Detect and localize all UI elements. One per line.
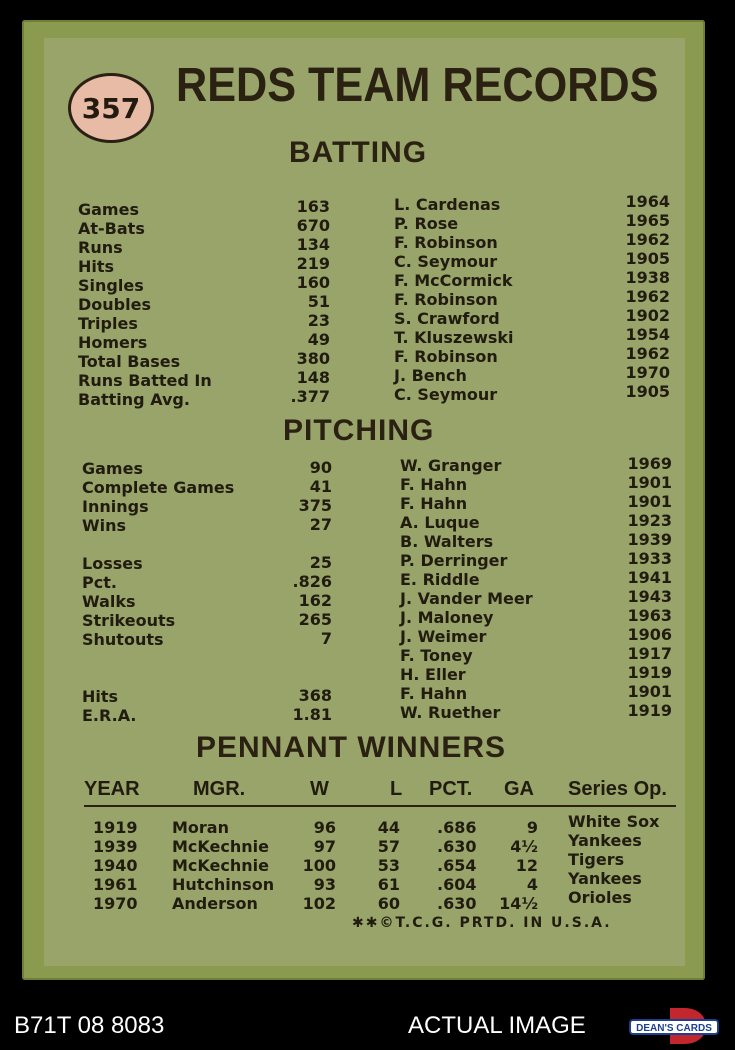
logo-text: DEAN'S CARDS	[636, 1023, 712, 1034]
pennant-mgr: McKechnie	[172, 856, 269, 875]
pennant-column-header: L	[390, 778, 403, 800]
pitching-year: 1906	[627, 625, 672, 644]
pitching-record-value: 265	[298, 610, 332, 629]
card-number: 357	[81, 91, 141, 125]
pennant-l: 61	[377, 875, 400, 894]
pitching-category: E.R.A.	[82, 706, 137, 725]
batting-record-value: 670	[296, 216, 330, 235]
pitching-player: W. Granger	[400, 456, 502, 475]
batting-category: Homers	[78, 333, 148, 352]
pennant-l: 57	[377, 837, 400, 856]
pitching-player: F. Hahn	[400, 475, 468, 494]
pitching-record-value: 27	[309, 515, 332, 534]
pitching-category: Shutouts	[82, 630, 164, 649]
pitching-heading: PITCHING	[283, 414, 435, 447]
pitching-player: J. Vander Meer	[400, 589, 533, 608]
pitching-category: Walks	[82, 592, 136, 611]
batting-player: C. Seymour	[394, 385, 498, 404]
pennant-ga: 4½	[510, 837, 538, 856]
pitching-player: F. Toney	[400, 646, 473, 665]
batting-record-value: .377	[290, 387, 330, 406]
pennant-row	[0, 831, 735, 856]
pennant-pct: .630	[437, 894, 477, 913]
pitching-player: J. Maloney	[400, 608, 494, 627]
batting-category: Triples	[78, 314, 138, 333]
pennant-year: 1919	[93, 818, 138, 837]
batting-year: 1902	[625, 306, 670, 325]
pennant-pct: .604	[437, 875, 477, 894]
pennant-mgr: Moran	[172, 818, 229, 837]
pennant-l: 53	[377, 856, 400, 875]
pitching-player: F. Hahn	[400, 684, 468, 703]
batting-category: Games	[78, 200, 139, 219]
caption-right: ACTUAL IMAGE	[408, 1012, 586, 1039]
pennant-mgr: McKechnie	[172, 837, 269, 856]
batting-player: P. Rose	[394, 214, 459, 233]
pitching-year: 1917	[627, 644, 672, 663]
pennant-w: 96	[313, 818, 336, 837]
pennant-column-header: MGR.	[193, 778, 246, 800]
pennant-ga: 14½	[499, 894, 538, 913]
batting-player: C. Seymour	[394, 252, 498, 271]
batting-record-value: 49	[307, 330, 330, 349]
pitching-year: 1919	[627, 663, 672, 682]
pitching-year: 1969	[627, 454, 672, 473]
pitching-player: B. Walters	[400, 532, 494, 551]
batting-category: Doubles	[78, 295, 151, 314]
batting-category: Total Bases	[78, 352, 181, 371]
batting-player: S. Crawford	[394, 309, 500, 328]
print-line: ✱✱©T.C.G. PRTD. IN U.S.A.	[352, 915, 612, 931]
pennant-column-header: W	[310, 778, 329, 800]
batting-year: 1962	[625, 344, 670, 363]
pennant-ga: 12	[515, 856, 538, 875]
batting-record-value: 219	[296, 254, 330, 273]
pitching-record-value: 7	[320, 629, 332, 648]
pitching-year: 1901	[627, 473, 672, 492]
pitching-player: J. Weimer	[400, 627, 487, 646]
batting-year: 1970	[625, 363, 670, 382]
pitching-category: Games	[82, 459, 143, 478]
batting-player: F. Robinson	[394, 347, 498, 366]
pennant-l: 60	[377, 894, 400, 913]
card-title: REDS TEAM RECORDS	[176, 59, 659, 112]
pennant-w: 100	[302, 856, 336, 875]
pennant-heading: PENNANT WINNERS	[196, 731, 507, 764]
pennant-row	[0, 888, 735, 913]
batting-category: Runs	[78, 238, 123, 257]
pitching-category: Pct.	[82, 573, 117, 592]
pennant-op: Orioles	[568, 888, 632, 907]
batting-heading: BATTING	[289, 136, 428, 169]
pitching-record-value: 1.81	[292, 705, 332, 724]
batting-year: 1905	[625, 249, 670, 268]
pitching-player: F. Hahn	[400, 494, 468, 513]
batting-year: 1905	[625, 382, 670, 401]
pitching-player: P. Derringer	[400, 551, 508, 570]
batting-year: 1962	[625, 230, 670, 249]
pitching-year: 1939	[627, 530, 672, 549]
pitching-record-value: 41	[309, 477, 332, 496]
pennant-year: 1961	[93, 875, 138, 894]
pennant-op: Yankees	[568, 831, 642, 850]
pennant-year: 1940	[93, 856, 138, 875]
batting-category: Runs Batted In	[78, 371, 212, 390]
pennant-op: White Sox	[568, 812, 660, 831]
batting-record-value: 163	[296, 197, 330, 216]
batting-player: F. Robinson	[394, 233, 498, 252]
pennant-l: 44	[377, 818, 400, 837]
pitching-year: 1963	[627, 606, 672, 625]
pennant-pct: .686	[437, 818, 477, 837]
batting-row	[0, 382, 735, 409]
pitching-record-value: 90	[309, 458, 332, 477]
batting-year: 1965	[625, 211, 670, 230]
pitching-category: Innings	[82, 497, 149, 516]
pennant-pct: .630	[437, 837, 477, 856]
batting-player: F. McCormick	[394, 271, 513, 290]
batting-record-value: 51	[307, 292, 330, 311]
card-number-badge	[68, 73, 154, 143]
pitching-player: H. Eller	[400, 665, 466, 684]
pitching-record-value: 368	[298, 686, 332, 705]
pennant-column-header: PCT.	[429, 778, 473, 800]
pitching-category: Wins	[82, 516, 127, 535]
batting-player: T. Kluszewski	[394, 328, 514, 347]
deans-cards-logo	[628, 1006, 720, 1046]
batting-category: Singles	[78, 276, 144, 295]
pitching-year: 1941	[627, 568, 672, 587]
pitching-year: 1901	[627, 682, 672, 701]
batting-category: At-Bats	[78, 219, 145, 238]
pennant-w: 93	[313, 875, 336, 894]
pitching-year: 1933	[627, 549, 672, 568]
batting-year: 1954	[625, 325, 670, 344]
pennant-w: 97	[313, 837, 336, 856]
pitching-player: A. Luque	[400, 513, 480, 532]
batting-record-value: 380	[296, 349, 330, 368]
pennant-mgr: Anderson	[172, 894, 258, 913]
pennant-divider	[84, 805, 676, 807]
pennant-year: 1939	[93, 837, 138, 856]
pitching-category: Hits	[82, 687, 119, 706]
pitching-record-value: 375	[298, 496, 332, 515]
batting-year: 1938	[625, 268, 670, 287]
pennant-column-header: YEAR	[84, 778, 140, 800]
batting-player: J. Bench	[394, 366, 467, 385]
batting-category: Hits	[78, 257, 115, 276]
pitching-record-value: 25	[309, 553, 332, 572]
pennant-column-header: Series Op.	[568, 778, 667, 800]
batting-year: 1962	[625, 287, 670, 306]
batting-category: Batting Avg.	[78, 390, 190, 409]
pitching-category: Complete Games	[82, 478, 235, 497]
batting-player: F. Robinson	[394, 290, 498, 309]
pennant-op: Tigers	[568, 850, 625, 869]
pitching-record-value: 162	[298, 591, 332, 610]
pitching-year: 1901	[627, 492, 672, 511]
pitching-player: E. Riddle	[400, 570, 480, 589]
pitching-category: Losses	[82, 554, 143, 573]
pennant-ga: 9	[526, 818, 538, 837]
pitching-record-value: .826	[292, 572, 332, 591]
pennant-year: 1970	[93, 894, 138, 913]
batting-record-value: 23	[307, 311, 330, 330]
caption-left: B71T 08 8083	[14, 1012, 165, 1039]
pitching-category: Strikeouts	[82, 611, 176, 630]
pennant-ga: 4	[526, 875, 538, 894]
pitching-row	[0, 701, 735, 725]
pennant-w: 102	[302, 894, 336, 913]
pennant-mgr: Hutchinson	[172, 875, 275, 894]
batting-record-value: 148	[296, 368, 330, 387]
pitching-year: 1923	[627, 511, 672, 530]
batting-year: 1964	[625, 192, 670, 211]
batting-player: L. Cardenas	[394, 195, 501, 214]
batting-record-value: 160	[296, 273, 330, 292]
batting-record-value: 134	[296, 235, 330, 254]
pennant-pct: .654	[437, 856, 477, 875]
pitching-year: 1943	[627, 587, 672, 606]
pennant-column-header: GA	[504, 778, 534, 800]
pennant-op: Yankees	[568, 869, 642, 888]
pitching-year: 1919	[627, 701, 672, 720]
pitching-player: W. Ruether	[400, 703, 501, 722]
